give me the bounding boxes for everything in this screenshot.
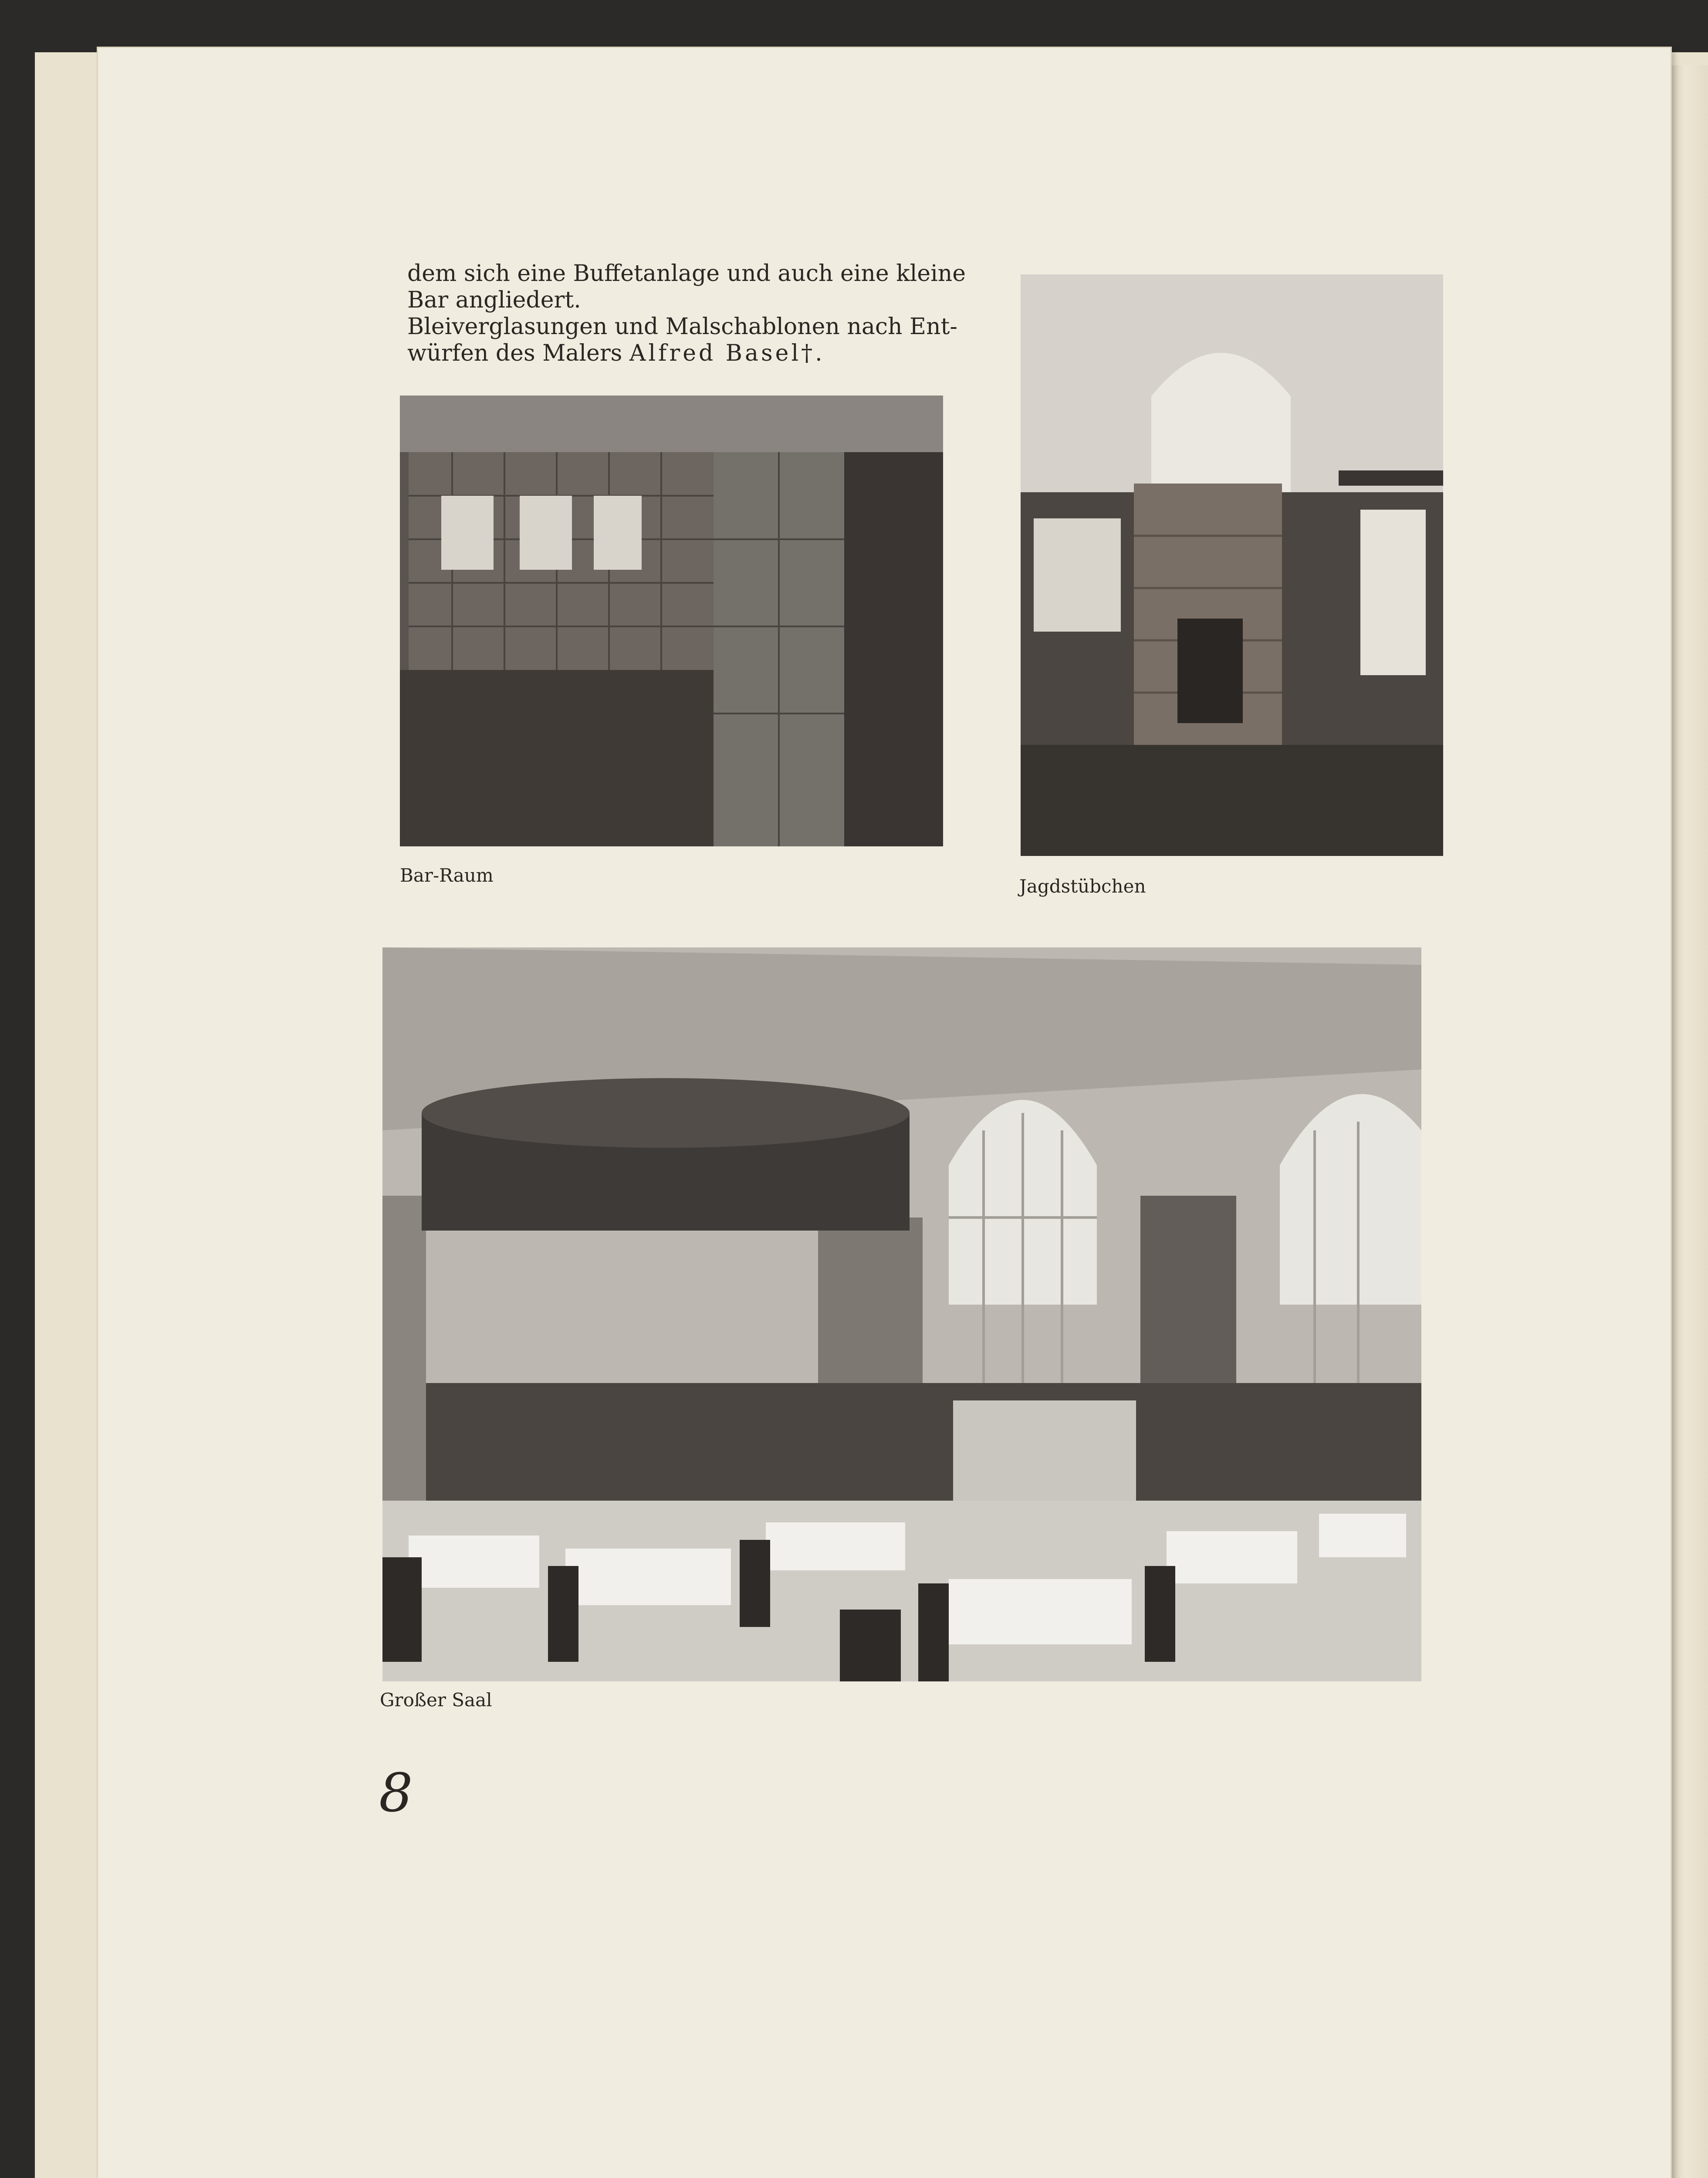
page-edge: [1671, 65, 1708, 2178]
artist-name: Alfred Basel†.: [629, 340, 825, 366]
body-text: [407, 260, 966, 367]
caption-grosser-saal: Großer Saal: [380, 1689, 492, 1711]
text-line-1: dem sich eine Buffetanlage und auch eine kleine: [407, 260, 966, 287]
grosser-saal-photo: [382, 947, 1421, 1681]
text-line-4-start: würfen des Malers: [407, 340, 622, 366]
text-line-2: Bar angliedert.: [407, 287, 581, 313]
caption-bar-raum: Bar-Raum: [400, 865, 494, 886]
text-line-3: Bleiverglasungen und Malschablonen nach Ent-: [407, 314, 957, 340]
bar-raum-photo: [400, 396, 943, 846]
text-line-4: [407, 340, 950, 367]
jagdstuebchen-photo: [1021, 274, 1443, 856]
page-number: 8: [379, 1762, 413, 1824]
caption-jagdstuebchen: Jagdstübchen: [1019, 876, 1146, 897]
